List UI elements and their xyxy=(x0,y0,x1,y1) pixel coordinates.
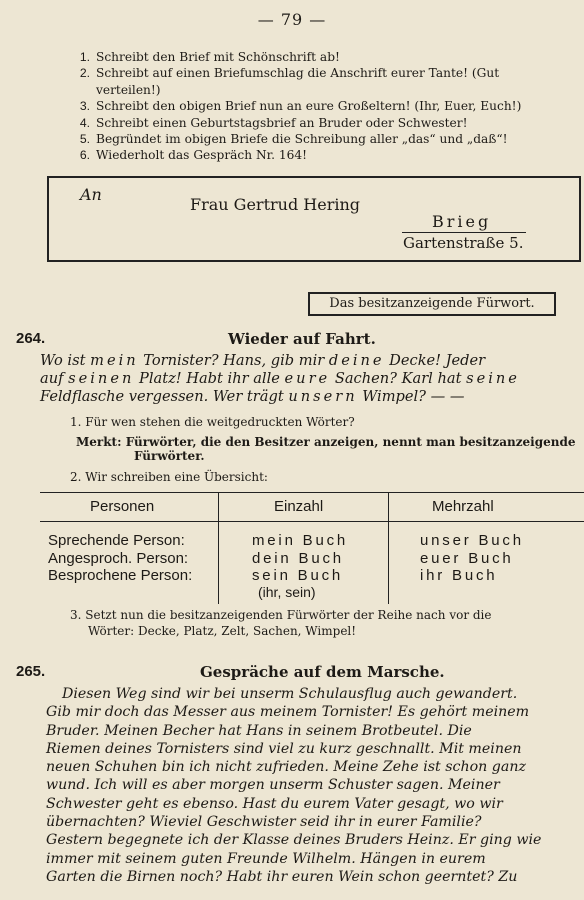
section-number: 265. xyxy=(16,663,46,680)
reading-text xyxy=(40,352,556,405)
list-item: 4. Schreibt einen Geburtstagsbrief an Bruder oder Schwester! xyxy=(79,115,468,130)
table-cell: mein Buch xyxy=(252,532,349,549)
address-an: An xyxy=(80,185,102,204)
table-cell: ihr Buch xyxy=(420,567,498,584)
text-line: immer mit seinem guten Freunde Wilhelm. Hängen in eurem xyxy=(46,850,486,867)
address-underline xyxy=(402,232,526,233)
table-column-divider xyxy=(218,492,219,604)
column-header: Mehrzahl xyxy=(432,498,494,515)
table-cell: Angesproch. Person: xyxy=(48,549,189,567)
section-number: 264. xyxy=(16,330,46,347)
table-column-mehrzahl xyxy=(420,532,524,585)
address-street: Gartenstraße 5. xyxy=(403,234,524,252)
address-city: Brieg xyxy=(432,212,492,231)
text-line: Gestern begegnete ich der Klasse deines Bruders Heinz. Er ging wie xyxy=(46,832,542,849)
text-line: Bruder. Meinen Becher hat Hans in seinem Brotbeutel. Die xyxy=(46,722,472,739)
table-cell: unser Buch xyxy=(420,532,524,549)
column-header: Einzahl xyxy=(274,498,324,515)
text-line: neuen Schuhen bin ich nicht zufrieden. Meine Zehe ist schon ganz xyxy=(46,759,526,776)
table-cell: euer Buch xyxy=(420,549,514,567)
text-line: Feldflasche vergessen. Wer trägt unsern Wimpel? — — xyxy=(40,387,465,405)
exercise-list xyxy=(70,49,584,164)
column-header: Personen xyxy=(90,498,155,515)
text-line: Riemen deines Tornisters sind viel zu kurz geschnallt. Mit meinen xyxy=(46,740,522,757)
section-title: Gespräche auf dem Marsche. xyxy=(200,663,445,681)
reading-text xyxy=(46,685,558,886)
table-column-personen xyxy=(48,532,192,585)
list-item: 6. Wiederholt das Gespräch Nr. 164! xyxy=(79,148,308,163)
text-line: Wo ist mein Tornister? Hans, gib mir deine Decke! Jeder xyxy=(40,352,486,369)
text-line: Garten die Birnen noch? Habt ihr euren Wein schon geerntet? Zu xyxy=(46,868,518,885)
question-1: 1. Für wen stehen die weitgedruckten Wörter? xyxy=(70,415,355,429)
list-item: 2. Schreibt auf einen Briefumschlag die Anschrift eurer Tante! (Gut xyxy=(79,66,500,81)
list-item: 5. Begründet im obigen Briefe die Schreibung aller „das“ und „daß“! xyxy=(79,132,508,147)
text-line: auf seinen Platz! Habt ihr alle eure Sachen? Karl hat seine xyxy=(40,369,520,387)
list-item: 1. Schreibt den Brief mit Schönschrift ab! xyxy=(79,50,340,64)
question-3: 3. Setzt nun die besitzanzeigenden Fürwörter der Reihe nach vor die Wörter: Decke, Platz, Zelt, Sachen, Wimpel! xyxy=(70,608,492,638)
text-line: Diesen Weg sind wir bei unserm Schulausflug auch gewandert. xyxy=(62,686,518,702)
table-column-einzahl xyxy=(252,532,348,585)
question-2: 2. Wir schreiben eine Übersicht: xyxy=(70,470,268,484)
page-number: — 79 — xyxy=(257,10,327,29)
table-cell: Sprechende Person: xyxy=(48,532,185,549)
table-cell: Besprochene Person: xyxy=(48,567,193,584)
section-label: Das besitzanzeigende Fürwort. xyxy=(329,296,535,311)
address-name: Frau Gertrud Hering xyxy=(190,195,361,214)
merkt-note: Merkt: Fürwörter, die den Besitzer anzeigen, nennt man besitzanzeigende Fürwörter. xyxy=(76,435,576,463)
table-column-divider xyxy=(388,492,389,604)
text-line: Gib mir doch das Messer aus meinem Tornister! Es gehört meinem xyxy=(46,704,530,721)
list-item: 3. Schreibt den obigen Brief nun an eure Großeltern! (Ihr, Euer, Euch!) xyxy=(79,99,522,114)
table-cell: dein Buch xyxy=(252,549,344,567)
table-cell-extra: (ihr, sein) xyxy=(258,584,316,600)
table-cell: sein Buch xyxy=(252,567,344,584)
list-item-continuation: verteilen!) xyxy=(96,82,161,97)
section-label-box xyxy=(308,292,556,316)
text-line: Schwester geht es ebenso. Hast du eurem Vater gesagt, wo wir xyxy=(46,795,503,812)
text-line: übernachten? Wieviel Geschwister seid ihr in eurer Familie? xyxy=(46,814,482,831)
section-title: Wieder auf Fahrt. xyxy=(228,330,376,348)
text-line: wund. Ich will es aber morgen unserm Schuster sagen. Meiner xyxy=(46,777,500,794)
